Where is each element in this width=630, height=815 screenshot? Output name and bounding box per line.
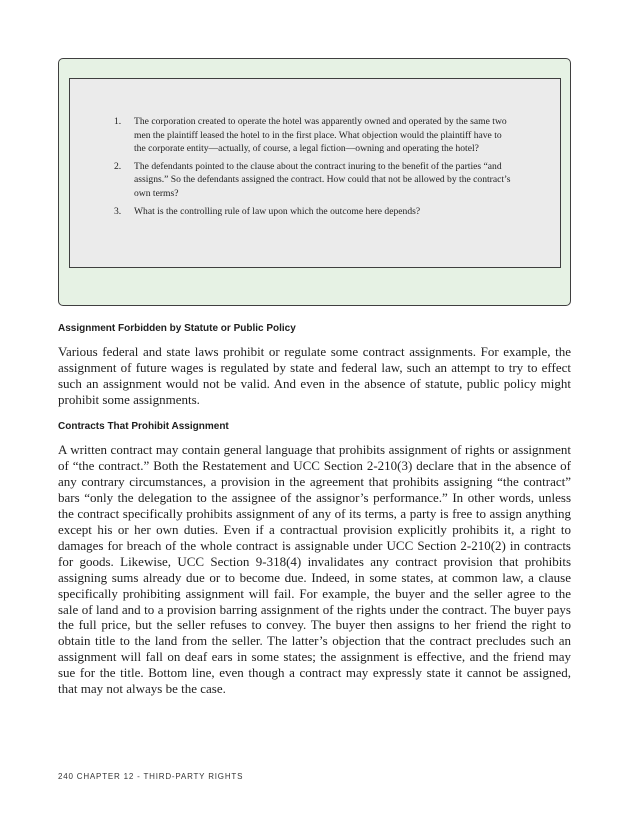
- exercises-box: [58, 58, 571, 306]
- question-text: The corporation created to operate the hotel was apparently owned and operated by the same two men the plaintiff leased the hotel to in the first place. What objection would the plaintiff have to the corporate entity—actually, of course, a legal fiction—owning and operating the hotel?: [134, 116, 507, 155]
- exercise-question: [114, 115, 514, 156]
- section-paragraph-contracts: A written contract may contain general language that prohibits assignment of rights or assignment of “the contract.” Both the Restatement and UCC Section 2-210(3) declare that in the absence of any contrary circumstances, a provision in the agreement that prohibits assigning “the contract” bars “only the delegation to the assignee of the assignor’s performance.” In other words, unless the contract specifically prohibits assignment of any of its terms, a party is free to assign anything except his or her own duties. Even if a contractual provision explicitly prohibits it, a right to damages for breach of the whole contract is assignable under UCC Section 2-210(2) in contracts for goods. Likewise, UCC Section 9-318(4) invalidates any contract provision that prohibits assigning sums already due or to become due. Indeed, in some states, at common law, a clause specifically prohibiting assignment will fail. For example, the buyer and the seller agree to the sale of land and to a provision barring assignment of the rights under the contract. The buyer pays the full price, but the seller refuses to convey. The buyer then assigns to her friend the right to obtain title to the land from the seller. The latter’s objection that the contract precludes such an assignment will fall on deaf ears in some states; the assignment is effective, and the friend may sue for the title. Bottom line, even though a contract may expressly state it cannot be assigned, that may not always be the case.: [58, 442, 571, 697]
- section-paragraph-statute: Various federal and state laws prohibit or regulate some contract assignments. For example, the assignment of future wages is regulated by state and federal law, such an attempt to try to effect such an assignment would not be valid. And even in the absence of statute, public policy might prohibit some assignments.: [58, 344, 571, 407]
- section-heading-contracts: Contracts That Prohibit Assignment: [58, 421, 229, 432]
- page-footer: 240 CHAPTER 12 - THIRD-PARTY RIGHTS: [58, 772, 244, 781]
- question-number: 1.: [114, 116, 122, 127]
- question-text: The defendants pointed to the clause about the contract inuring to the benefit of the parties “and assigns.” So the defendants assigned the contract. How could that not be allowed by the contract’s own terms?: [134, 160, 511, 199]
- question-number: 3.: [114, 205, 122, 217]
- question-text: What is the controlling rule of law upon which the outcome here depends?: [134, 205, 421, 217]
- exercise-question: [114, 205, 514, 219]
- section-heading-statute: Assignment Forbidden by Statute or Public Policy: [58, 323, 296, 334]
- exercises-inner-panel: [69, 78, 561, 268]
- question-number: 2.: [114, 160, 122, 172]
- exercise-question: [114, 160, 514, 201]
- exercise-question-list: [114, 115, 514, 222]
